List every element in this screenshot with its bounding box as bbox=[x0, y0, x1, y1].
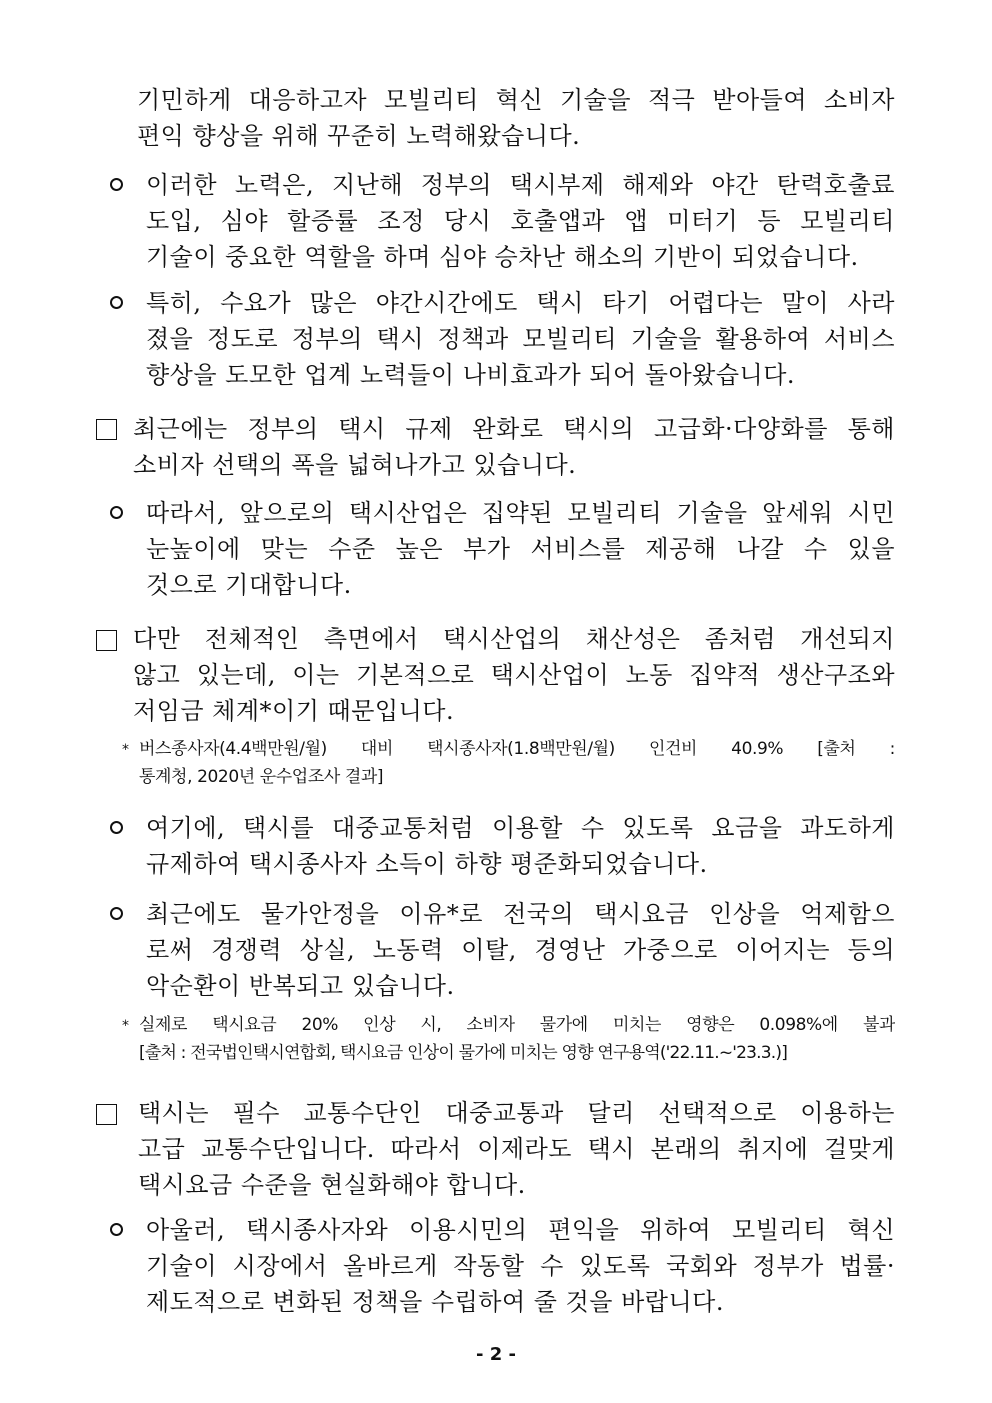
asterisk-marker: * bbox=[122, 1018, 129, 1034]
text-line: 택시는 필수 교통수단인 대중교통과 달리 선택적으로 이용하는 bbox=[138, 1099, 895, 1127]
text-line: 로써 경쟁력 상실, 노동력 이탈, 경영난 가중으로 이어지는 등의 bbox=[146, 936, 895, 964]
text-line: 기민하게 대응하고자 모빌리티 혁신 기술을 적극 받아들여 소비자 bbox=[137, 86, 895, 114]
text-line: 악순환이 반복되고 있습니다. bbox=[146, 972, 455, 1000]
circle-bullet-icon bbox=[110, 296, 123, 309]
text-line: 졌을 정도로 정부의 택시 정책과 모빌리티 기술을 활용하여 서비스 bbox=[146, 325, 895, 353]
square-bullet-icon bbox=[96, 630, 117, 651]
text-line: 여기에, 택시를 대중교통처럼 이용할 수 있도록 요금을 과도하게 bbox=[146, 814, 895, 842]
circle-bullet-icon bbox=[110, 178, 123, 191]
text-line: 최근에는 정부의 택시 규제 완화로 택시의 고급화·다양화를 통해 bbox=[133, 415, 895, 443]
text-line: 고급 교통수단입니다. 따라서 이제라도 택시 본래의 취지에 걸맞게 bbox=[138, 1135, 895, 1163]
text-line: 따라서, 앞으로의 택시산업은 집약된 모빌리티 기술을 앞세워 시민 bbox=[146, 499, 895, 527]
square-bullet-icon bbox=[96, 1104, 117, 1125]
circle-bullet-icon bbox=[110, 821, 123, 834]
footnote-line: 버스종사자(4.4백만원/월) 대비 택시종사자(1.8백만원/월) 인건비 40.9% [출처 : bbox=[139, 739, 895, 759]
text-line: 규제하여 택시종사자 소득이 하향 평준화되었습니다. bbox=[146, 850, 708, 878]
page-number: - 2 - bbox=[476, 1344, 516, 1365]
text-line: 기술이 중요한 역할을 하며 심야 승차난 해소의 기반이 되었습니다. bbox=[146, 243, 859, 271]
text-line: 이러한 노력은, 지난해 정부의 택시부제 해제와 야간 탄력호출료 bbox=[146, 171, 895, 199]
text-line: 택시요금 수준을 현실화해야 합니다. bbox=[138, 1171, 526, 1199]
asterisk-marker: * bbox=[122, 742, 129, 758]
text-line: 제도적으로 변화된 정책을 수립하여 줄 것을 바랍니다. bbox=[146, 1288, 724, 1316]
square-bullet-icon bbox=[96, 419, 117, 440]
text-line: 도입, 심야 할증률 조정 당시 호출앱과 앱 미터기 등 모빌리티 bbox=[146, 207, 895, 235]
circle-bullet-icon bbox=[110, 506, 123, 519]
text-line: 편익 향상을 위해 꾸준히 노력해왔습니다. bbox=[137, 122, 581, 150]
text-line: 다만 전체적인 측면에서 택시산업의 채산성은 좀처럼 개선되지 bbox=[133, 625, 895, 653]
text-line: 최근에도 물가안정을 이유*로 전국의 택시요금 인상을 억제함으 bbox=[146, 900, 895, 928]
text-line: 저임금 체계*이기 때문입니다. bbox=[133, 697, 455, 725]
circle-bullet-icon bbox=[110, 907, 123, 920]
text-line: 향상을 도모한 업계 노력들이 나비효과가 되어 돌아왔습니다. bbox=[146, 361, 796, 389]
text-line: 특히, 수요가 많은 야간시간에도 택시 타기 어렵다는 말이 사라 bbox=[146, 289, 895, 317]
text-line: 것으로 기대합니다. bbox=[146, 571, 352, 599]
text-line: 기술이 시장에서 올바르게 작동할 수 있도록 국회와 정부가 법률· bbox=[146, 1252, 895, 1280]
circle-bullet-icon bbox=[110, 1223, 123, 1236]
footnote-line: 통계청, 2020년 운수업조사 결과] bbox=[139, 767, 384, 787]
text-line: 소비자 선택의 폭을 넓혀나가고 있습니다. bbox=[133, 451, 577, 479]
text-line: 아울러, 택시종사자와 이용시민의 편익을 위하여 모빌리티 혁신 bbox=[146, 1216, 895, 1244]
text-line: 않고 있는데, 이는 기본적으로 택시산업이 노동 집약적 생산구조와 bbox=[133, 661, 895, 689]
text-line: 눈높이에 맞는 수준 높은 부가 서비스를 제공해 나갈 수 있을 bbox=[146, 535, 895, 563]
footnote-line: 실제로 택시요금 20% 인상 시, 소비자 물가에 미치는 영향은 0.098%에 불과 bbox=[139, 1015, 895, 1035]
footnote-line: [출처 : 전국법인택시연합회, 택시요금 인상이 물가에 미치는 영향 연구용역('22.11.~'23.3.)] bbox=[139, 1043, 788, 1063]
